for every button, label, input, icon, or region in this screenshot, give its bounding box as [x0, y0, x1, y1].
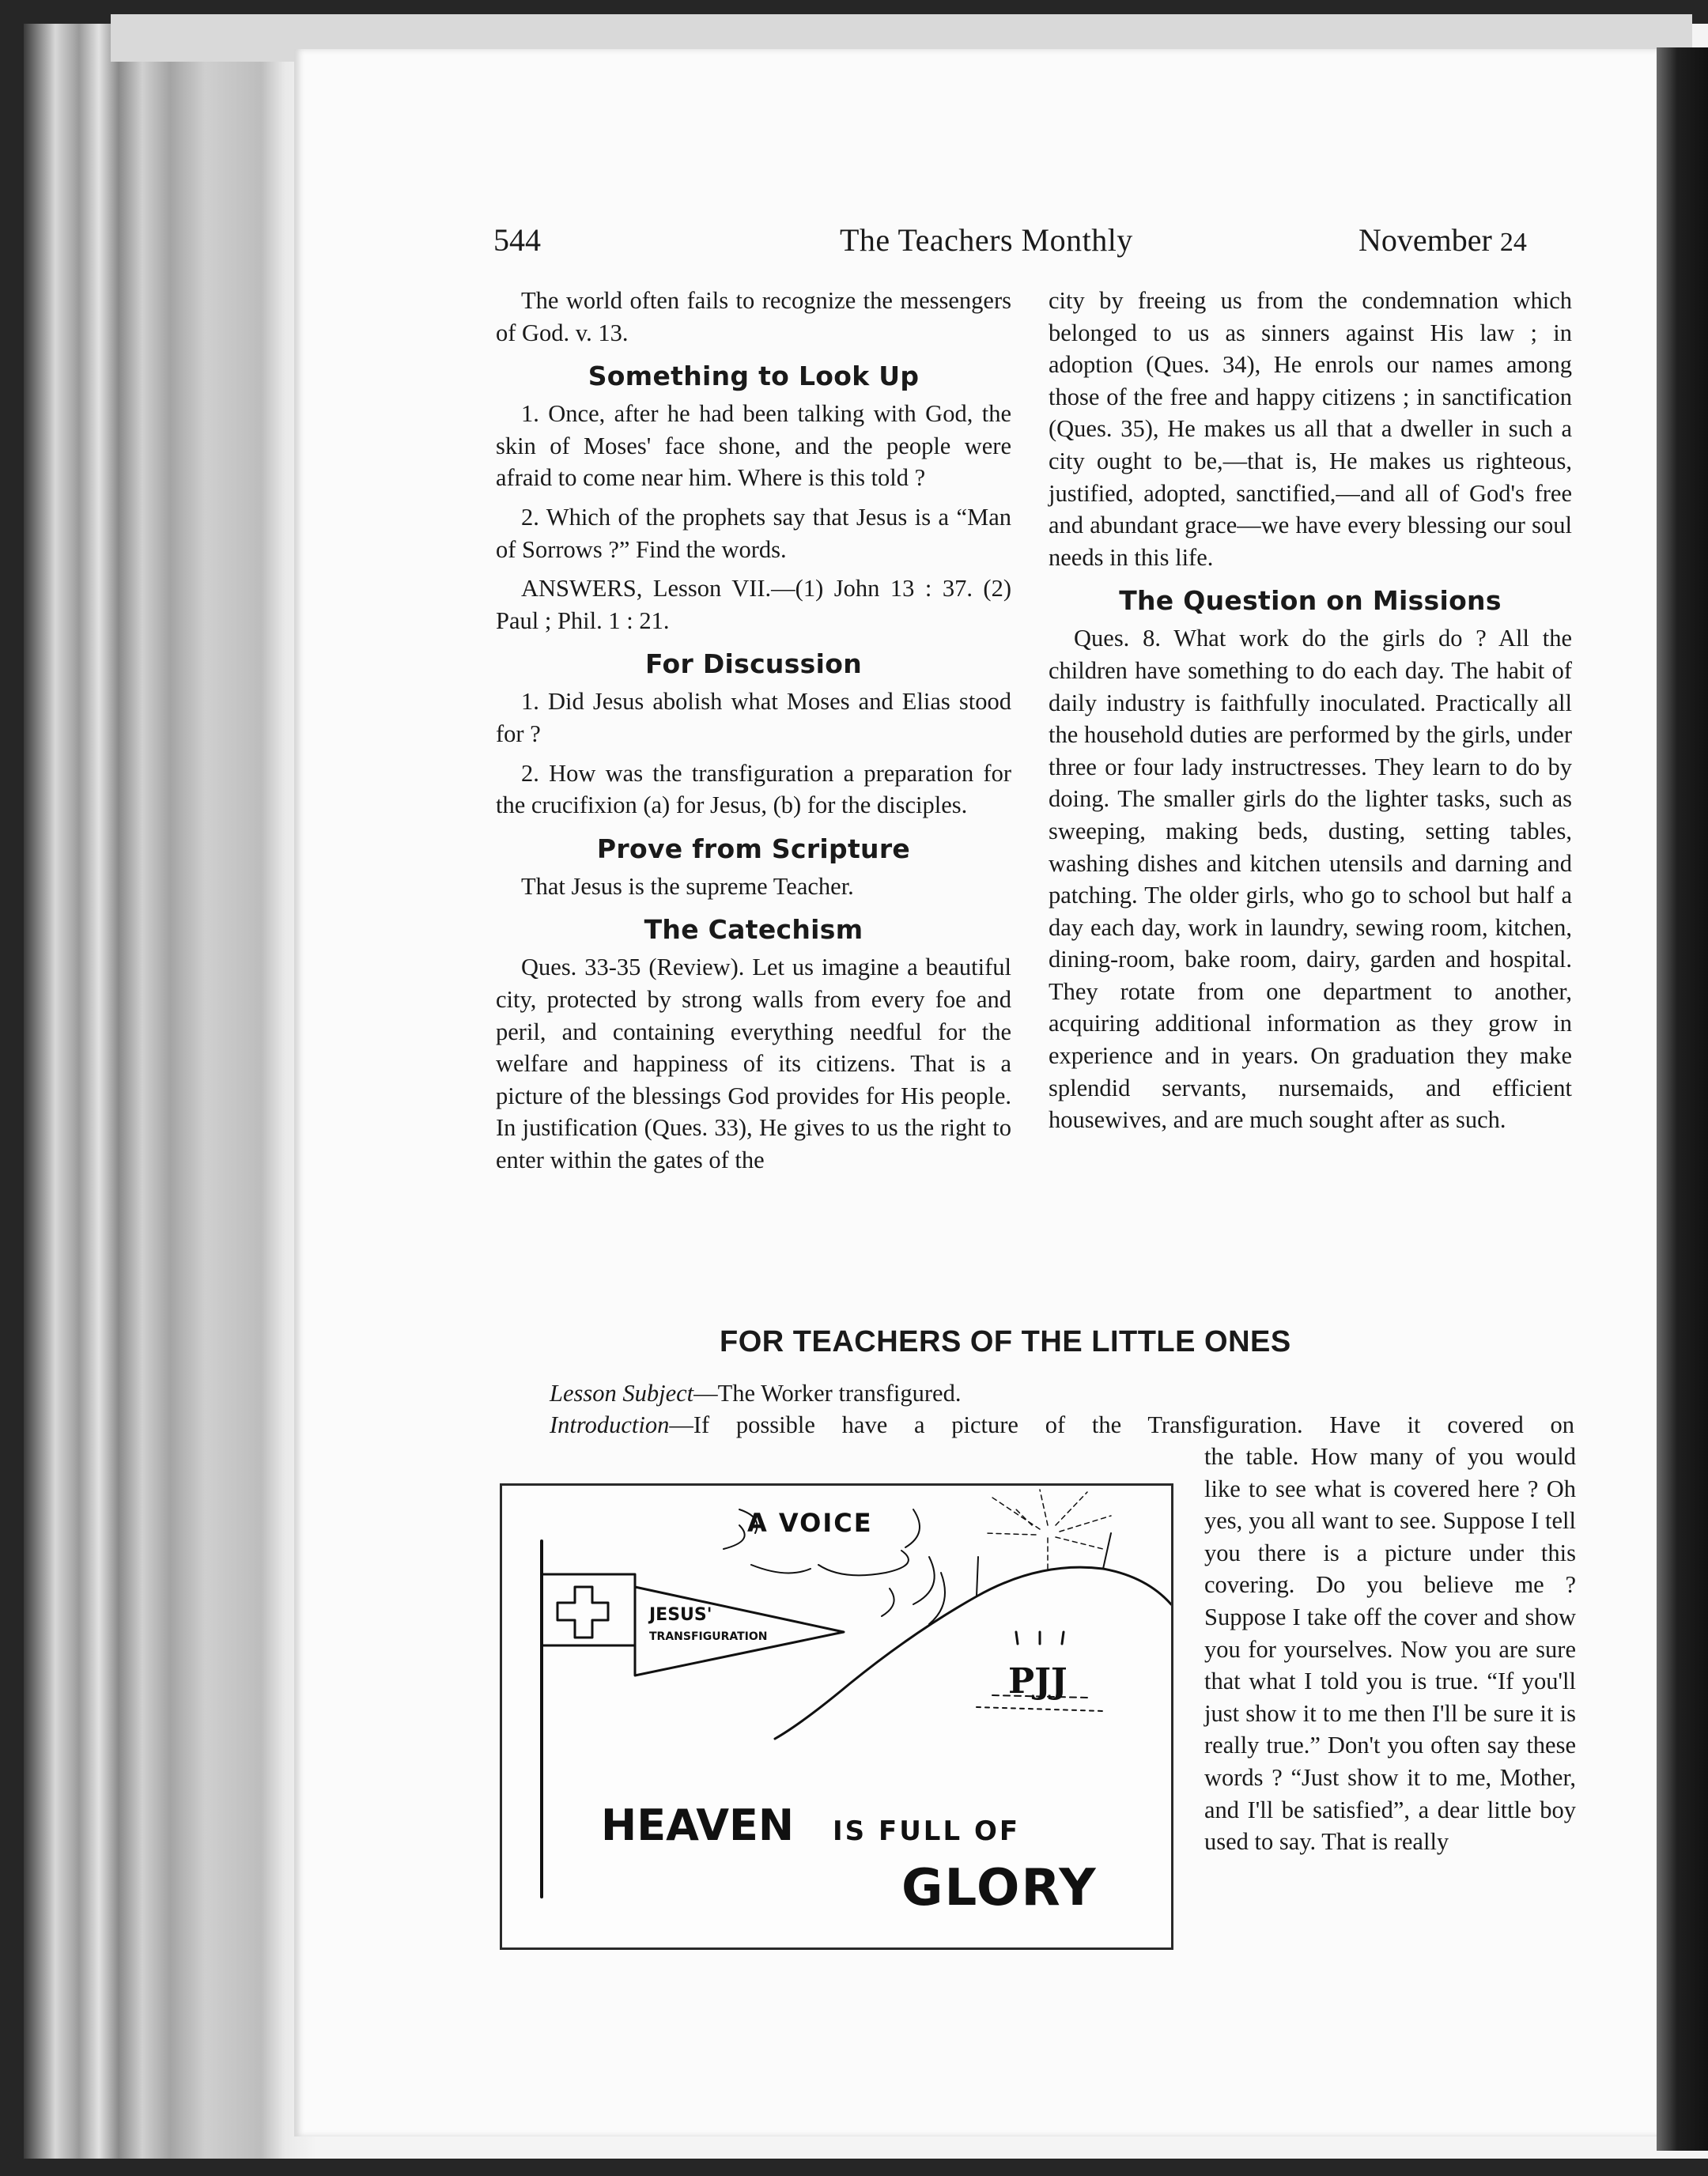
running-title: The Teachers Monthly — [840, 222, 1133, 258]
discussion-question-1: 1. Did Jesus abolish what Moses and Elias stood for ? — [496, 688, 1011, 747]
section-heading-discussion: For Discussion — [644, 648, 862, 680]
cross-icon — [557, 1587, 608, 1638]
answers-paragraph: ANSWERS, Lesson VII.—(1) John 13 : 37. (2) Paul ; Phil. 1 : 21. — [496, 575, 1011, 634]
caption-glory: GLORY — [901, 1859, 1098, 1917]
caption-is-full-of: IS FULL OF — [833, 1815, 1021, 1847]
hill-outline — [775, 1567, 1171, 1739]
catechism-paragraph: Ques. 33-35 (Review). Let us imagine a beautiful city, protected by strong walls from every foe and peril, and containing everything needful for the welfare and happiness of its citizens. That is a picture of the blessings God provides for His people. In justification (Ques. 33), He gives to us the right to enter within the gates of the — [496, 954, 1011, 1173]
header-year: 24 — [1499, 228, 1527, 257]
flag-banner — [542, 1574, 635, 1645]
prove-paragraph: That Jesus is the supreme Teacher. — [521, 872, 854, 900]
section-heading-catechism: The Catechism — [644, 914, 863, 946]
catechism-continued: city by freeing us from the condemnation which belonged to us as sinners against His law ; in adoption (Ques. 34), He enrols our names among those of the free and happy citizens ; in sanctification (Ques. 35), He makes us all that a dweller in such a city ought to be,—that is, He makes us righteous, justified, adopted, sanctified,—and all of God's free and abundant grace—we have every blessing our soul needs in this life. — [1049, 287, 1572, 571]
caption-heaven: HEAVEN — [601, 1800, 795, 1850]
intro-paragraph: The world often fails to recognize the messengers of God. v. 13. — [496, 287, 1011, 346]
introduction-text: —If possible have a picture of the Transfiguration. Have it covered on — [669, 1411, 1574, 1438]
book-spine-shadow — [1657, 47, 1708, 2151]
voice-label: A VOICE — [747, 1508, 873, 1538]
little-ones-paragraph: the table. How many of you would like to see what is covered here ? Oh yes, you all want to see. Suppose I tell you there is a picture under this covering. Do you believe me ? Suppose I take off the cover and show you for yourselves. Now you are sure that what I told you is true. “If you'll just show it to me then I'll be sure it is really true.” Don't you often say these words ? “Just show it to me, Mother, and I'll be satisfied”, a dear little boy used to say. That is really — [1204, 1443, 1576, 1856]
missions-paragraph: Ques. 8. What work do the girls do ? All the children have something to do each day. The habit of daily industry is faithfully inoculated. Practically all the household duties are performed by the girls, under three or four lady instructresses. They learn to do by doing. The smaller girls do the lighter tasks, such as sweeping, making beds, dusting, setting tables, washing dishes and kitchen utensils and darning and patching. The older girls, who go to school but half a day each day, work in laundry, sewing room, kitchen, dining-room, bake room, dairy, garden and hospital. They rotate from one department to another, acquiring additional information as they grow in experience and in years. On graduation they make splendid servants, nursemaids, and efficient housewives, and are much sought after as such. — [1049, 625, 1572, 1134]
introduction-label: Introduction — [550, 1411, 670, 1438]
glory-rays — [984, 1490, 1111, 1573]
section-heading-missions: The Question on Missions — [1119, 585, 1502, 617]
lesson-subject-label: Lesson Subject — [550, 1380, 694, 1407]
introduction-line — [550, 1409, 1574, 1441]
page-number: 544 — [493, 222, 541, 258]
lesson-subject-text: —The Worker transfigured. — [693, 1380, 962, 1407]
look-up-question-1: 1. Once, after he had been talking with God, the skin of Moses' face shone, and the people were afraid to come near him. Where is this told ? — [496, 400, 1011, 492]
pennant-line-1: JESUS' — [649, 1605, 712, 1625]
right-column — [1049, 285, 1572, 1143]
transfiguration-drawing — [500, 1483, 1173, 1950]
lesson-subject-line — [550, 1377, 1578, 1410]
section-heading-look-up: Something to Look Up — [588, 361, 920, 392]
header-month — [1358, 221, 1527, 259]
header-month-name: November — [1358, 222, 1492, 258]
little-ones-side-text — [1204, 1441, 1576, 1865]
left-column — [496, 285, 1011, 1183]
look-up-question-2: 2. Which of the prophets say that Jesus is a “Man of Sorrows ?” Find the words. — [496, 503, 1011, 563]
drawing-svg — [502, 1486, 1171, 1947]
initials-label: PJJ — [1008, 1661, 1068, 1702]
section-heading-prove: Prove from Scripture — [596, 833, 911, 864]
discussion-question-2: 2. How was the transfiguration a preparation for the crucifixion (a) for Jesus, (b) for the disciples. — [496, 759, 1011, 819]
pennant-line-2: TRANSFIGURATION — [649, 1630, 768, 1643]
little-ones-title: FOR TEACHERS OF THE LITTLE ONES — [720, 1325, 1291, 1358]
